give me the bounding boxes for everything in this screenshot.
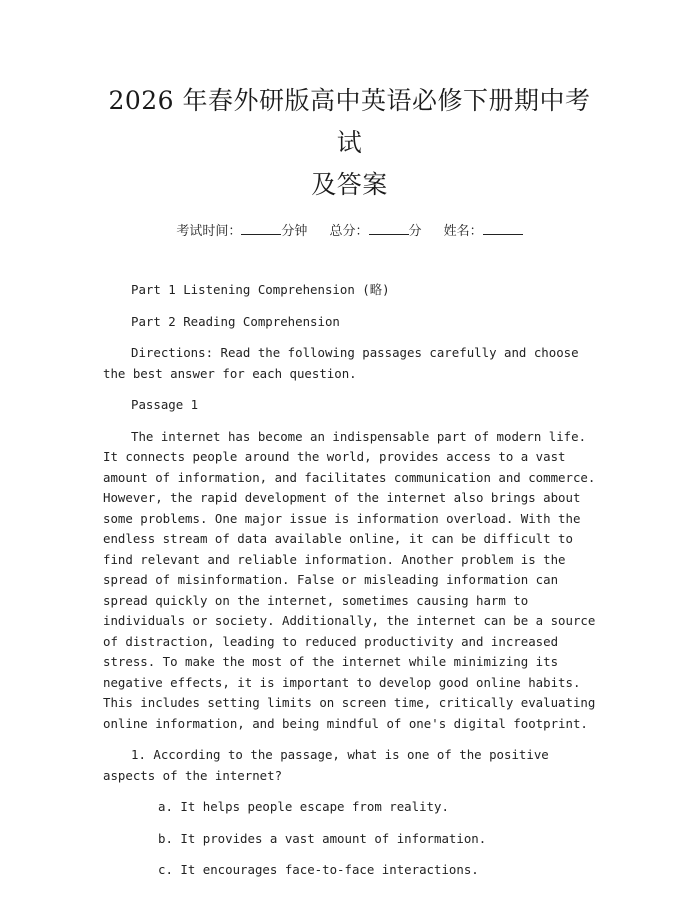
name-field [444,221,523,243]
option-c: c. It encourages face-to-face interactions. [158,862,479,877]
passage-label: Passage 1 [131,397,199,412]
total-score-field [329,221,421,243]
part1-heading: Part 1 Listening Comprehension (略) [131,282,390,297]
part2-heading: Part 2 Reading Comprehension [131,313,340,329]
question-1: 1. According to the passage, what is one of the positive aspects of the internet? [103,747,549,783]
option-b: b. It provides a vast amount of information. [158,830,487,846]
time-blank [241,222,281,235]
exam-body [103,280,596,881]
score-label: 总分： [329,224,369,239]
time-unit: 分钟 [281,224,308,239]
time-label: 考试时间： [176,224,242,239]
name-blank [483,222,523,235]
title-line-1: 2026 年春外研版高中英语必修下册期中考试 [108,86,591,157]
passage-text: The internet has become an indispensable part of modern life. It connects people around the world, provides access to a vast amount of information, and facilitates communication and commerce. However, the rapid development of the internet also brings about some problems. One major issue is information overload. With the endless stream of data available online, it can be difficult to find relevant and reliable information. Another problem is the spread of misinformation. False or misleading information can spread quickly on the internet, sometimes causing harm to individuals or society. Additionally, the internet can be a source of distraction, leading to reduced productivity and increased stress. To make the most of the internet while minimizing its negative effects, it is important to develop good online habits. This includes setting limits on screen time, critically evaluating online information, and being mindful of one's digital footprint. [103,428,596,731]
exam-time-field [176,221,307,243]
title-line-2: 及答案 [311,170,388,199]
directions-text: Directions: Read the following passages carefully and choose the best answer for each question. [103,345,579,381]
name-label: 姓名： [443,224,483,239]
exam-info-line [103,221,596,243]
score-blank [369,222,409,235]
option-a: a. It helps people escape from reality. [158,799,449,814]
score-unit: 分 [408,224,422,239]
document-title [103,0,596,206]
